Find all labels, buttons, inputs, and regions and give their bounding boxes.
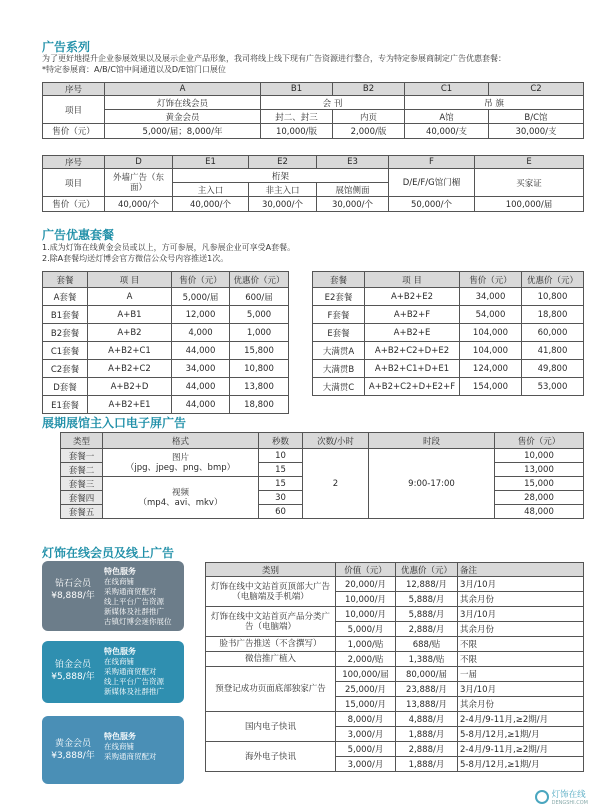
tier-features-head: 特色服务 [104,567,136,576]
table-cell: 100,000/届 [475,197,584,212]
table-cell: A+B2+E2 [365,288,460,306]
tier-name: 钻石会员 [54,579,91,589]
table-cell: 灯饰在线中文站首页顶部大广告（电脑端及手机端） [206,577,336,607]
brand-logo [535,788,588,806]
format-video-types: （mp4、avi、mkv） [138,497,223,508]
table-cell: 不限 [458,652,584,667]
table-row [43,378,289,396]
table-cell: 5-8月/12月,≥1期/月 [458,757,584,772]
table-cell: A+B2+C1+D+E1 [365,360,460,378]
table-cell: 桁架 [173,169,389,183]
table-row [206,637,584,652]
table-cell: 2,888/月 [396,622,458,637]
table-cell: 非主入口 [249,183,317,197]
table-cell: 优惠价（元） [396,563,458,577]
table-cell: 10,000 [495,449,584,463]
table-cell: B2套餐 [43,324,88,342]
table-row [43,156,584,169]
table-row [313,272,584,288]
table-cell [103,449,259,477]
tier-feature: 线上平台广告资源 [104,597,164,606]
tier-feature: 线上平台广告资源 [104,677,164,686]
table-cell: 124,000 [460,360,522,378]
table-row [313,360,584,378]
table-cell: 国内电子快讯 [206,712,336,742]
table-cell: 5,000/届 [172,288,230,306]
screen-ad-table [60,432,584,519]
table-cell: 10,000/月 [336,607,396,622]
ad-series-table-1 [42,82,584,139]
table-cell: 1,388/贴 [396,652,458,667]
table-cell: 30,000/支 [489,124,584,139]
table-cell: 套餐四 [61,491,103,505]
table-cell: E2 [249,156,317,169]
table-cell: 2,888/月 [396,742,458,757]
table-cell: 项 目 [365,272,460,288]
table-cell: 41,800 [522,342,584,360]
table-cell: 预登记成功页面底部独家广告 [206,667,336,712]
table-cell: 封二、封三 [261,110,333,124]
table-cell: A+B2+E1 [88,396,172,414]
table-row [43,306,289,324]
table-cell: E2套餐 [313,288,365,306]
tier-price: ¥5,888/年 [51,672,95,682]
table-cell: 大满贯A [313,342,365,360]
table-cell: 时段 [369,433,495,449]
table-row [43,288,289,306]
table-cell: 54,000 [460,306,522,324]
table-cell: 100,000/届 [336,667,396,682]
table-cell: 15,800 [230,342,289,360]
table-cell: E3 [317,156,389,169]
table-cell: A+B2+C1 [88,342,172,360]
table-cell: 600/届 [230,288,289,306]
table-cell: 格式 [103,433,259,449]
table-cell: 类别 [206,563,336,577]
table-cell: 项 目 [88,272,172,288]
table-cell: 2,000/贴 [336,652,396,667]
table-row [313,378,584,396]
table-cell: A+B2 [88,324,172,342]
table-cell: 售价（元） [172,272,230,288]
table-cell: 104,000 [460,342,522,360]
table-cell: 60 [259,505,303,519]
tier-name: 黄金会员 [54,739,91,749]
table-cell: 8,000/月 [336,712,396,727]
table-cell: 2,000/版 [333,124,405,139]
table-cell: 13,888/月 [396,697,458,712]
table-cell: 展馆侧面 [317,183,389,197]
table-cell: 48,000 [495,505,584,519]
table-cell: E套餐 [313,324,365,342]
table-cell: 13,800 [230,378,289,396]
note-text: *特定参展商：A/B/C馆中间通道以及D/E馆门口展位 [42,65,226,74]
table-row [206,577,584,592]
table-cell: 其余月份 [458,592,584,607]
tier-card-gold [42,716,184,784]
tier-features [104,567,172,627]
table-cell: 10,000/月 [336,592,396,607]
table-cell: E [475,156,584,169]
table-cell: 套餐五 [61,505,103,519]
table-cell: 外墙广告（东面） [105,169,173,197]
logo-subtext: DENGSHI.COM [551,800,588,806]
table-cell: 秒数 [259,433,303,449]
table-cell: 类型 [61,433,103,449]
table-row [61,433,584,449]
table-cell: 套餐 [313,272,365,288]
format-video: 视频 [171,487,189,498]
table-cell: 688/贴 [396,637,458,652]
table-cell: 内页 [333,110,405,124]
table-cell: C2 [489,83,584,96]
table-cell: C2套餐 [43,360,88,378]
format-image: 图片 [171,452,189,463]
table-cell: 优惠价（元） [522,272,584,288]
tier-name: 铂金会员 [54,660,91,670]
table-cell: 3,000/月 [336,757,396,772]
table-row [206,652,584,667]
table-cell: 1,000/贴 [336,637,396,652]
table-cell: 10,800 [522,288,584,306]
table-cell: 不限 [458,637,584,652]
logo-icon [535,790,549,804]
package-table-right [312,271,584,396]
table-row [43,360,289,378]
table-cell: 微信推广植入 [206,652,336,667]
table-cell: 序号 [43,83,105,96]
tier-card-platinum [42,641,184,703]
table-row [43,396,289,414]
table-cell: 80,000/届 [396,667,458,682]
tier-feature: 在线商铺 [104,742,134,751]
table-cell: 2-4月/9-11月,≥2期/月 [458,712,584,727]
table-cell: 3月/10月 [458,577,584,592]
table-cell: 20,000/月 [336,577,396,592]
table-cell: 套餐三 [61,477,103,491]
table-row [43,197,584,212]
table-row [313,324,584,342]
logo-name: 灯饰在线 [551,790,586,800]
table-cell: 主入口 [173,183,249,197]
table-cell: 3,000/月 [336,727,396,742]
table-cell: A+B2+D [88,378,172,396]
table-cell: 44,000 [172,342,230,360]
table-row [43,96,584,110]
tier-title [48,659,98,683]
table-cell [103,477,259,519]
table-cell: A+B2+F [365,306,460,324]
table-row [43,169,584,183]
table-cell: A+B2+C2+D+E2+F [365,378,460,396]
tier-feature: 古镇灯博会迷你展位 [104,617,172,626]
table-row [313,306,584,324]
table-row [206,712,584,727]
table-cell: 25,000/月 [336,682,396,697]
table-row [313,288,584,306]
table-cell: 30,000/个 [249,197,317,212]
section-title-package: 广告优惠套餐 [42,228,115,242]
table-row [206,563,584,577]
tier-feature: 采购通商贸配对 [104,667,157,676]
tier-feature: 新媒体及社群推广 [104,687,164,696]
table-cell: 5,000/月 [336,742,396,757]
table-cell: 会 刊 [261,96,405,110]
table-cell: B2 [333,83,405,96]
table-cell: 3月/10月 [458,682,584,697]
table-cell: 15,000/月 [336,697,396,712]
tier-price: ¥3,888/年 [51,751,95,761]
table-cell: 28,000 [495,491,584,505]
table-row [206,607,584,622]
table-cell: 5,000/届；8,000/年 [105,124,261,139]
table-cell: 4,000 [172,324,230,342]
table-cell: D/E/F/G馆门楣 [389,169,475,197]
table-cell: 灯饰在线中文站首页产品分类广告（电脑端） [206,607,336,637]
online-ad-table [205,562,584,772]
table-cell: 2 [303,449,369,519]
table-cell: 黄金会员 [105,110,261,124]
table-cell: 1,888/月 [396,727,458,742]
tier-card-diamond [42,561,184,631]
table-cell: B/C馆 [489,110,584,124]
table-cell: F [389,156,475,169]
table-row [61,449,584,463]
table-cell: 5,888/月 [396,607,458,622]
table-cell: A+B2+C2 [88,360,172,378]
table-cell: 49,800 [522,360,584,378]
table-cell: 30,000/个 [317,197,389,212]
table-cell: 1,888/月 [396,757,458,772]
tier-title [48,738,98,762]
table-cell: 23,888/月 [396,682,458,697]
tier-feature: 在线商铺 [104,577,134,586]
package-note-2: 2.除A套餐均送灯博会官方微信公众号内容推送1次。 [42,254,229,263]
tier-feature: 采购通商贸配对 [104,752,157,761]
table-cell: 套餐一 [61,449,103,463]
table-cell: C1 [405,83,489,96]
table-cell: 售价（元） [43,197,105,212]
table-cell: 40,000/个 [105,197,173,212]
table-cell: 大满贯B [313,360,365,378]
table-row [206,667,584,682]
table-cell: 序号 [43,156,105,169]
table-cell: 2-4月/9-11月,≥2期/月 [458,742,584,757]
table-cell: 吊 旗 [405,96,584,110]
table-cell: 脸书广告推送（不含撰写） [206,637,336,652]
table-cell: 备注 [458,563,584,577]
table-cell: A套餐 [43,288,88,306]
table-cell: 30 [259,491,303,505]
ad-series-table-2 [42,155,584,212]
table-cell: B1 [261,83,333,96]
table-cell: 灯饰在线会员 [105,96,261,110]
tier-feature: 新媒体及社群推广 [104,607,164,616]
format-image-types: （jpg、jpeg、png、bmp） [125,462,236,473]
table-cell: A [105,83,261,96]
table-cell: 18,800 [230,396,289,414]
table-cell: 53,000 [522,378,584,396]
tier-features [104,647,164,697]
table-row [313,342,584,360]
table-cell: 买家证 [475,169,584,197]
table-cell: 15 [259,477,303,491]
table-cell: 海外电子快讯 [206,742,336,772]
package-table-left [42,271,289,414]
table-cell: F套餐 [313,306,365,324]
table-cell: 套餐 [43,272,88,288]
table-cell: 13,000 [495,463,584,477]
table-cell: 104,000 [460,324,522,342]
tier-features [104,732,157,762]
table-row [43,272,289,288]
table-cell: 44,000 [172,378,230,396]
tier-feature: 采购通商贸配对 [104,587,157,596]
table-cell: 10,800 [230,360,289,378]
table-cell: 34,000 [172,360,230,378]
intro-text: 为了更好地提升企业参展效果以及展示企业产品形象，我司将线上线下现有广告资源进行整合，专为特定参展商制定广告优惠套餐： [42,54,506,63]
table-cell: 9:00-17:00 [369,449,495,519]
table-cell: A+B2+E [365,324,460,342]
table-cell: 15 [259,463,303,477]
table-cell: 项目 [43,96,105,124]
table-cell: 4,888/月 [396,712,458,727]
table-cell: 售价（元） [460,272,522,288]
section-title-screen-ads: 展期展馆主入口电子屏广告 [42,416,187,430]
tier-title [48,578,98,602]
section-title-membership: 灯饰在线会员及线上广告 [42,546,175,560]
table-cell: 34,000 [460,288,522,306]
table-cell: 10,000/版 [261,124,333,139]
table-cell: 40,000/支 [405,124,489,139]
table-cell: 5,000 [230,306,289,324]
table-cell: C1套餐 [43,342,88,360]
table-cell: 5-8月/12月,≥1期/月 [458,727,584,742]
table-row [43,324,289,342]
table-cell: A馆 [405,110,489,124]
tier-price: ¥8,888/年 [51,591,95,601]
table-cell: 项目 [43,169,105,197]
table-cell: 50,000/个 [389,197,475,212]
table-cell: 12,000 [172,306,230,324]
table-cell: E1 [173,156,249,169]
table-cell: 其余月份 [458,697,584,712]
table-cell: 5,888/月 [396,592,458,607]
table-cell: 售价（元） [43,124,105,139]
table-cell: E1套餐 [43,396,88,414]
table-cell: 套餐二 [61,463,103,477]
table-cell: 其余月份 [458,622,584,637]
table-cell: 40,000/个 [173,197,249,212]
table-row [43,342,289,360]
table-cell: 价值（元） [336,563,396,577]
table-cell: D [105,156,173,169]
table-cell: 大满贯C [313,378,365,396]
table-cell: 售价（元） [495,433,584,449]
tier-features-head: 特色服务 [104,732,136,741]
table-cell: 一届 [458,667,584,682]
table-cell: 44,000 [172,396,230,414]
package-note-1: 1.成为灯饰在线黄金会员或以上，方可参展，凡参展企业可享受A套餐。 [42,243,296,252]
table-cell: 优惠价（元） [230,272,289,288]
table-cell: A+B1 [88,306,172,324]
table-cell: A [88,288,172,306]
table-cell: 次数/小时 [303,433,369,449]
section-title-ad-series: 广告系列 [42,40,91,54]
table-cell: 60,000 [522,324,584,342]
table-row [43,83,584,96]
table-cell: 154,000 [460,378,522,396]
table-row [206,742,584,757]
table-cell: 12,888/月 [396,577,458,592]
table-cell: 3月/10月 [458,607,584,622]
table-row [43,110,584,124]
table-cell: 18,800 [522,306,584,324]
table-cell: 1,000 [230,324,289,342]
table-cell: 5,000/月 [336,622,396,637]
table-cell: 10 [259,449,303,463]
table-cell: 15,000 [495,477,584,491]
tier-features-head: 特色服务 [104,647,136,656]
table-cell: A+B2+C2+D+E2 [365,342,460,360]
table-cell: D套餐 [43,378,88,396]
table-cell: B1套餐 [43,306,88,324]
table-row [43,124,584,139]
tier-feature: 在线商铺 [104,657,134,666]
